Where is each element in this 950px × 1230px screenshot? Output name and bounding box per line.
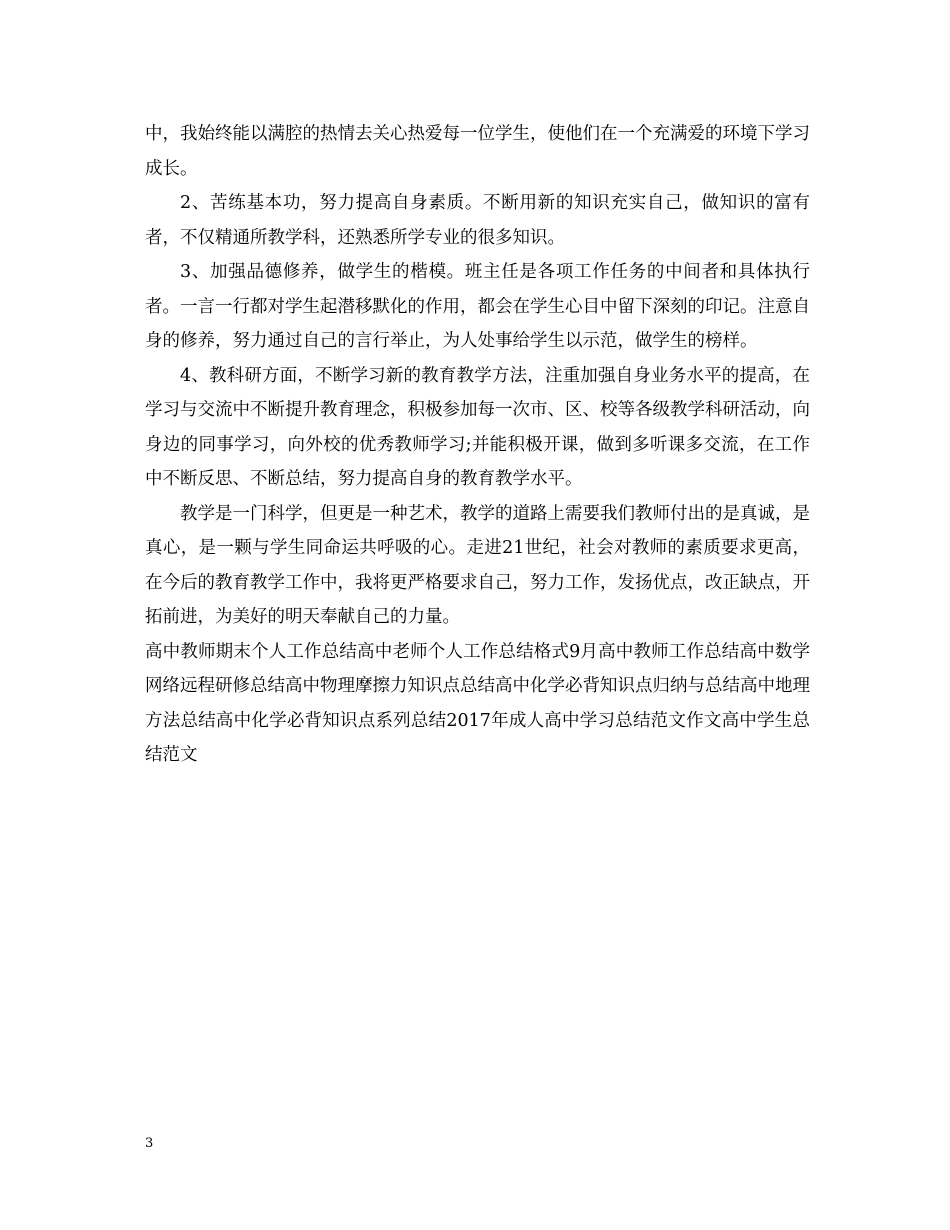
document-body	[145, 117, 810, 773]
paragraph-item-3: 3、加强品德修养，做学生的楷模。班主任是各项工作任务的中间者和具体执行者。一言一行都对学生起潜移默化的作用，都会在学生心目中留下深刻的印记。注意自身的修养，努力通过自己的言行举止，为人处事给学生以示范，做学生的榜样。	[145, 262, 810, 351]
paragraph-item-2: 2、苦练基本功，努力提高自身素质。不断用新的知识充实自己，做知识的富有者，不仅精通所教学科，还熟悉所学专业的很多知识。	[145, 193, 810, 248]
paragraph-item-4: 4、教科研方面，不断学习新的教育教学方法，注重加强自身业务水平的提高，在学习与交流中不断提升教育理念，积极参加每一次市、区、校等各级教学科研活动，向身边的同事学习，向外校的优秀教师学习;并能积极开课，做到多听课多交流，在工作中不断反思、不断总结，努力提高自身的教育教学水平。	[145, 365, 810, 489]
paragraph-continuation: 中，我始终能以满腔的热情去关心热爱每一位学生，使他们在一个充满爱的环境下学习成长。	[145, 124, 810, 179]
related-links-paragraph: 高中教师期末个人工作总结高中老师个人工作总结格式9月高中教师工作总结高中数学网络远程研修总结高中物理摩擦力知识点总结高中化学必背知识点归纳与总结高中地理方法总结高中化学必背知识点系列总结2017年成人高中学习总结范文作文高中学生总结范文	[145, 641, 810, 765]
paragraph-conclusion: 教学是一门科学，但更是一种艺术，教学的道路上需要我们教师付出的是真诚，是真心，是一颗与学生同命运共呼吸的心。走进21世纪，社会对教师的素质要求更高，在今后的教育教学工作中，我将更严格要求自己，努力工作，发扬优点，改正缺点，开拓前进，为美好的明天奉献自己的力量。	[145, 503, 810, 627]
page-number: 3	[145, 1136, 154, 1151]
